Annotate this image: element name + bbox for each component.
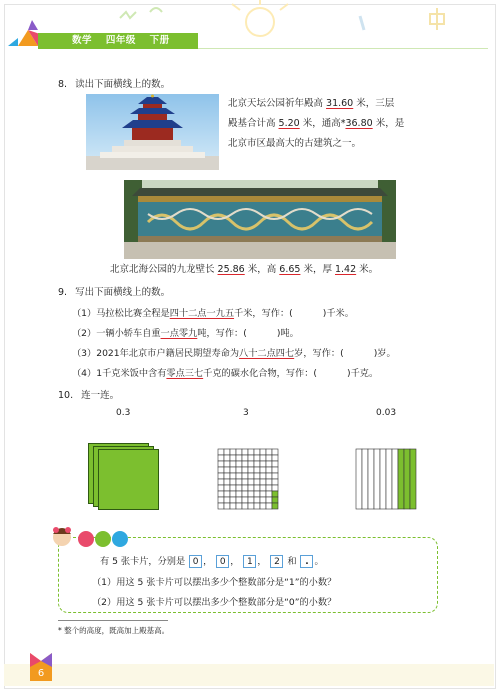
grid-cell (248, 485, 254, 491)
grid-cell (242, 449, 248, 455)
grid-cell (248, 461, 254, 467)
card-0: 0 (189, 555, 202, 568)
grid-cell (224, 491, 230, 497)
q9-item-4-end: )千克。 (346, 368, 379, 379)
grid-cell (242, 461, 248, 467)
grid-cell (266, 491, 272, 497)
grid-cell (260, 485, 266, 491)
footnote: * 整个的高度，既高加上殿基高。 (58, 626, 170, 635)
grid-cell (242, 497, 248, 503)
strip (392, 449, 398, 509)
nine-dragon-wall-photo (124, 180, 396, 259)
grid-cell (236, 467, 242, 473)
header-volume: 下册 (149, 35, 170, 46)
wall-paragraph (110, 260, 378, 280)
grid-cell (218, 461, 224, 467)
tenths-strip-figure[interactable] (355, 448, 417, 510)
grid-cell (218, 491, 224, 497)
grid-cell (254, 449, 260, 455)
wall-height-value: 6.65 (279, 264, 301, 275)
q9-item-2-end: )吨。 (276, 328, 299, 339)
wall-thickness-value: 1.42 (334, 264, 357, 275)
grid-cell (236, 497, 242, 503)
wall-text-2: 米，高 (244, 264, 280, 275)
grid-cell-shaded (272, 497, 278, 503)
temple-text-6: 北京市区最高大的古建筑之一。 (228, 138, 362, 149)
grid-cell (242, 491, 248, 497)
grid-cell (224, 503, 230, 509)
q9-item-2-post: 吨，写作：( (197, 328, 247, 339)
bottom-bar (4, 664, 494, 686)
grid-cell-shaded (272, 491, 278, 497)
q9-item-3-end: )岁。 (373, 348, 396, 359)
grid-cell (224, 479, 230, 485)
grid-cell (260, 497, 266, 503)
question-10-title (58, 387, 119, 401)
grid-cell (266, 449, 272, 455)
think-intro: 有 5 张卡片，分别是 (100, 556, 186, 567)
wall-length-value: 25.86 (217, 264, 245, 275)
strip-shaded (398, 449, 404, 509)
grid-cell (272, 461, 278, 467)
grid-cell (230, 467, 236, 473)
think-badge-label (31, 530, 32, 533)
wall-text-3: 米，厚 (300, 264, 335, 275)
grid-cell (272, 485, 278, 491)
header-subject: 数学 (72, 35, 93, 46)
header-rule (198, 48, 488, 49)
strip (356, 449, 362, 509)
grid-cell (236, 449, 242, 455)
header-grade: 四年级 (105, 35, 136, 46)
q9-item-1 (72, 305, 354, 319)
grid-cell (254, 485, 260, 491)
page-number-badge (30, 653, 52, 681)
grid-cell (254, 503, 260, 509)
grid-cell (236, 503, 242, 509)
grid-cell (236, 473, 242, 479)
question-8-prompt: 读出下面横线上的数。 (75, 79, 171, 90)
grid-cell (254, 455, 260, 461)
grid-cell (230, 461, 236, 467)
q9-item-2 (72, 325, 299, 339)
hundredths-grid-figure[interactable] (217, 448, 279, 510)
strip (386, 449, 392, 509)
grid-cell (266, 497, 272, 503)
q9-item-1-words: 四十二点一九五 (169, 308, 235, 319)
page-number: 6 (37, 668, 45, 679)
grid-cell (218, 449, 224, 455)
grid-cell (218, 497, 224, 503)
grid-cell (224, 473, 230, 479)
grid-cell (266, 455, 272, 461)
match-value-3[interactable]: 0.03 (376, 408, 397, 418)
strip (374, 449, 380, 509)
grid-cell (218, 467, 224, 473)
q9-item-3-post: 岁，写作：( (294, 348, 344, 359)
grid-cell (248, 497, 254, 503)
grid-cell (218, 485, 224, 491)
grid-cell (230, 473, 236, 479)
grid-cell (224, 461, 230, 467)
grid-cell-shaded (272, 503, 278, 509)
temple-base-value: 5.20 (278, 118, 300, 129)
grid-cell (266, 479, 272, 485)
think-question-2: （2）用这 5 张卡片可以摆出多少个整数部分是“0”的小数？ (92, 597, 337, 608)
grid-cell (242, 479, 248, 485)
grid-cell (224, 467, 230, 473)
temple-height-value: 31.60 (326, 98, 354, 109)
grid-cell (218, 503, 224, 509)
grid-cell (218, 473, 224, 479)
grid-cell (260, 503, 266, 509)
q9-item-4 (72, 365, 378, 379)
grid-cell (248, 473, 254, 479)
q9-item-4-words: 零点三七 (166, 368, 204, 379)
q9-item-4-pre: （4）1千克米饭中含有 (72, 368, 167, 379)
card-sep: ， (257, 556, 267, 567)
question-10-prompt: 连一连。 (81, 390, 120, 401)
grid-cell (230, 479, 236, 485)
grid-cell (224, 497, 230, 503)
temple-text-4: 米，通高* (299, 118, 346, 129)
card-sep: ， (230, 556, 240, 567)
q9-item-3 (72, 345, 396, 359)
q9-item-4-post: 千克的碳水化合物，写作：( (203, 368, 317, 379)
grid-cell (254, 491, 260, 497)
temple-text-3: 殿基合计高 (228, 118, 279, 129)
q9-item-1-post: 千米，写作：( (234, 308, 293, 319)
footnote-rule (58, 620, 168, 621)
question-9-number: 9. (58, 287, 68, 298)
grid-cell (248, 479, 254, 485)
q9-item-3-words: 八十二点四七 (239, 348, 295, 359)
strip (380, 449, 386, 509)
q9-item-3-pre: （3）2021年北京市户籍居民期望寿命为 (72, 348, 240, 359)
question-8-number: 8. (58, 79, 68, 90)
match-value-1[interactable]: 0.3 (116, 408, 131, 418)
grid-cell (224, 449, 230, 455)
temple-text-2: 米，三层 (353, 98, 395, 109)
grid-cell (254, 479, 260, 485)
grid-cell (248, 467, 254, 473)
grid-cell (248, 455, 254, 461)
grid-cell (230, 455, 236, 461)
card-sep: ， (203, 556, 213, 567)
grid-cell (266, 473, 272, 479)
match-value-2[interactable]: 3 (243, 408, 249, 418)
grid-cell (272, 479, 278, 485)
temple-text-5: 米，是 (372, 118, 405, 129)
grid-cell (242, 473, 248, 479)
grid-cell (218, 455, 224, 461)
grid-cell (224, 455, 230, 461)
q9-item-2-pre: （2）一辆小轿车自重 (72, 328, 161, 339)
grid-cell (266, 485, 272, 491)
question-8-title (58, 76, 170, 90)
card-3: 2 (270, 555, 283, 568)
grid-cell (248, 503, 254, 509)
grid-cell (260, 455, 266, 461)
q9-item-2-words: 一点零九 (160, 328, 198, 339)
three-wholes-figure[interactable] (88, 443, 160, 511)
card-and: 和 (287, 556, 297, 567)
header-bar (38, 33, 198, 49)
temple-paragraph (228, 94, 448, 154)
grid-cell (254, 473, 260, 479)
grid-cell (242, 467, 248, 473)
q9-item-1-end: )千米。 (322, 308, 354, 319)
grid-cell (260, 491, 266, 497)
think-line-1-end: 。 (314, 556, 324, 567)
strip (368, 449, 374, 509)
grid-cell (224, 485, 230, 491)
question-9-prompt: 写出下面横线上的数。 (75, 287, 171, 298)
question-10-number: 10. (58, 390, 74, 401)
grid-cell (266, 467, 272, 473)
grid-cell (236, 461, 242, 467)
grid-cell (260, 479, 266, 485)
q9-item-1-pre: （1）马拉松比赛全程是 (72, 308, 170, 319)
grid-cell (218, 479, 224, 485)
grid-cell (242, 455, 248, 461)
question-9-title (58, 284, 170, 298)
grid-cell (248, 449, 254, 455)
grid-cell (254, 467, 260, 473)
grid-cell (230, 485, 236, 491)
card-1: 0 (216, 555, 229, 568)
grid-cell (230, 497, 236, 503)
wall-text-1: 北京北海公园的九龙壁长 (110, 264, 218, 275)
think-badge-icon (48, 522, 136, 552)
grid-cell (230, 503, 236, 509)
think-question-1: （1）用这 5 张卡片可以摆出多少个整数部分是“1”的小数？ (92, 577, 337, 588)
grid-cell (242, 503, 248, 509)
grid-cell (236, 491, 242, 497)
strip (362, 449, 368, 509)
wall-text-4: 米。 (356, 264, 379, 275)
temple-text-1: 北京天坛公园祈年殿高 (228, 98, 327, 109)
strip-shaded (410, 449, 416, 509)
think-line-1 (100, 553, 324, 568)
card-2: 1 (243, 555, 256, 568)
temple-of-heaven-photo (86, 94, 219, 170)
think-badge-text-holder (31, 530, 32, 531)
grid-cell (254, 461, 260, 467)
grid-cell (272, 455, 278, 461)
grid-cell (254, 497, 260, 503)
grid-cell (272, 473, 278, 479)
grid-cell (260, 473, 266, 479)
grid-cell (236, 485, 242, 491)
grid-cell (230, 491, 236, 497)
grid-cell (260, 461, 266, 467)
grid-cell (260, 467, 266, 473)
grid-cell (236, 479, 242, 485)
strip-shaded (404, 449, 410, 509)
grid-cell (272, 449, 278, 455)
grid-cell (230, 449, 236, 455)
grid-cell (236, 455, 242, 461)
grid-cell (260, 449, 266, 455)
temple-total-value: 36.80 (345, 118, 373, 129)
card-decimal-point: . (300, 555, 313, 568)
grid-cell (266, 461, 272, 467)
grid-cell (272, 467, 278, 473)
grid-cell (242, 485, 248, 491)
grid-cell (248, 491, 254, 497)
grid-cell (266, 503, 272, 509)
